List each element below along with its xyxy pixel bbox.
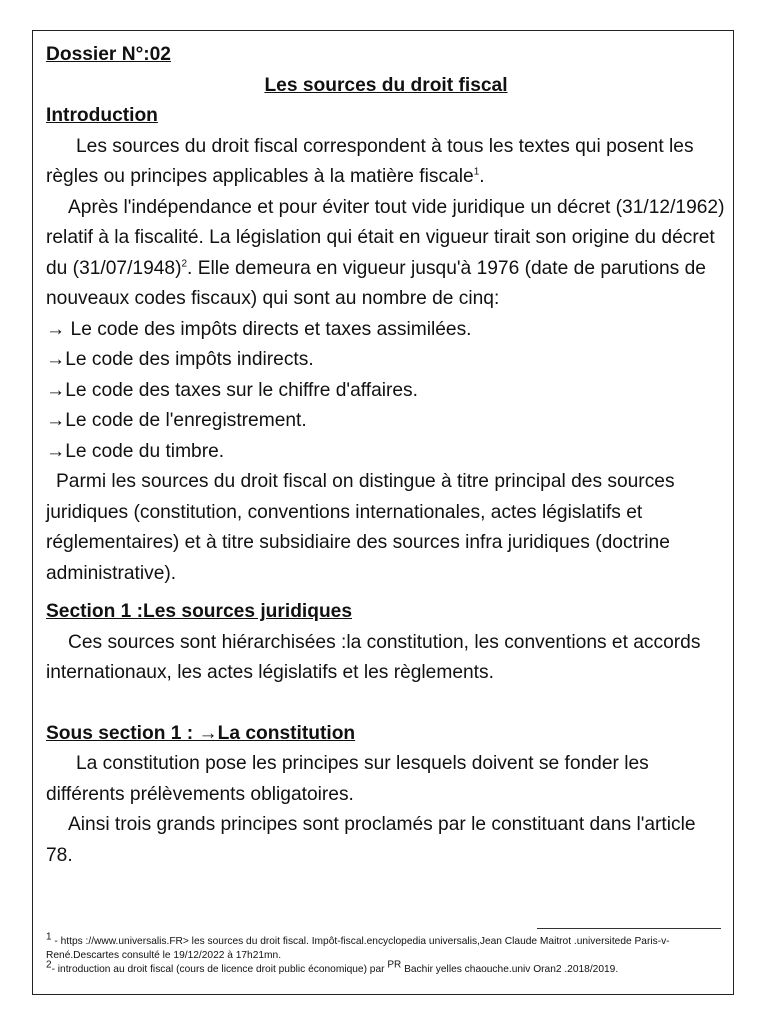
intro-paragraph-3: Parmi les sources du droit fiscal on distingue à titre principal des sources juridiques (constitution, conventions internationales, actes législatifs et réglementaires) et à titre subsidiaire des sources infra juridiques (doctrine administrative). <box>46 471 675 584</box>
footnote-1-text[interactable]: - https ://www.universalis.FR> les sources du droit fiscal. Impôt-fiscal.encyclopedia universalis,Jean Claude Maitrot .universitede Paris-v-René.Descartes consulté le 19/12/2022 à 17h21mn. <box>46 936 670 961</box>
code-list-item: →Le code de l'enregistrement. <box>46 410 307 431</box>
introduction-heading: Introduction <box>46 105 158 126</box>
intro-paragraph-2-text: Après l'indépendance et pour éviter tout vide juridique un décret (31/12/1962) relatif à la fiscalité. La législation qui était en vigueur tirait son origine du décret du (31/07/1948) <box>46 196 725 279</box>
intro-paragraph-2-end: . Elle demeura en vigueur jusqu'à 1976 (date de parutions de nouveaux codes fiscaux) qui sont au nombre de cinq: <box>46 257 706 309</box>
intro-paragraph-1 <box>46 132 726 193</box>
footnote-2-text-b: Bachir yelles chaouche.univ Oran2 .2018/2019. <box>401 964 619 975</box>
spacer <box>46 589 726 597</box>
footnote-ref-2[interactable]: 2 <box>181 258 188 270</box>
footnote-2-mark: 2 <box>46 959 52 971</box>
intro-paragraph-2 <box>46 193 726 315</box>
footnote-1-mark: 1 <box>46 931 52 943</box>
subsection-1-paragraph-2: Ainsi trois grands principes sont proclamés par le constituant dans l'article 78. <box>46 814 696 866</box>
footnote-separator <box>537 928 721 929</box>
footnote-ref-1[interactable]: 1 <box>473 166 480 178</box>
dossier-number: Dossier N°:02 <box>46 44 171 65</box>
subsection-1-paragraph-1: La constitution pose les principes sur lesquels doivent se fonder les différents prélèvements obligatoires. <box>46 753 649 805</box>
code-list-item: →Le code des impôts indirects. <box>46 349 314 370</box>
code-list-item: → Le code des impôts directs et taxes assimilées. <box>46 318 472 340</box>
document-title: Les sources du droit fiscal <box>264 74 508 96</box>
code-list-item: →Le code du timbre. <box>46 440 225 462</box>
document-body <box>46 40 726 871</box>
subsection-1-heading: Sous section 1 : →La constitution <box>46 722 356 744</box>
spacer <box>46 689 726 719</box>
intro-paragraph-1-text: Les sources du droit fiscal correspondent à tous les textes qui posent les règles ou principes applicables à la matière fiscale <box>46 135 694 187</box>
section-1-heading: Section 1 :Les sources juridiques <box>46 601 353 622</box>
footnote-2 <box>46 959 726 977</box>
code-list-item: →Le code des taxes sur le chiffre d'affaires. <box>46 379 418 401</box>
footnote-2-text-a: - introduction au droit fiscal (cours de licence droit public économique) par <box>51 964 388 975</box>
intro-paragraph-1-end: . <box>479 166 485 187</box>
section-1-paragraph: Ces sources sont hiérarchisées :la constitution, les conventions et accords internationaux, les actes législatifs et les règlements. <box>46 631 701 683</box>
footnote-1 <box>46 931 726 963</box>
footnotes <box>46 931 726 977</box>
footnote-2-pr: PR <box>387 959 402 971</box>
